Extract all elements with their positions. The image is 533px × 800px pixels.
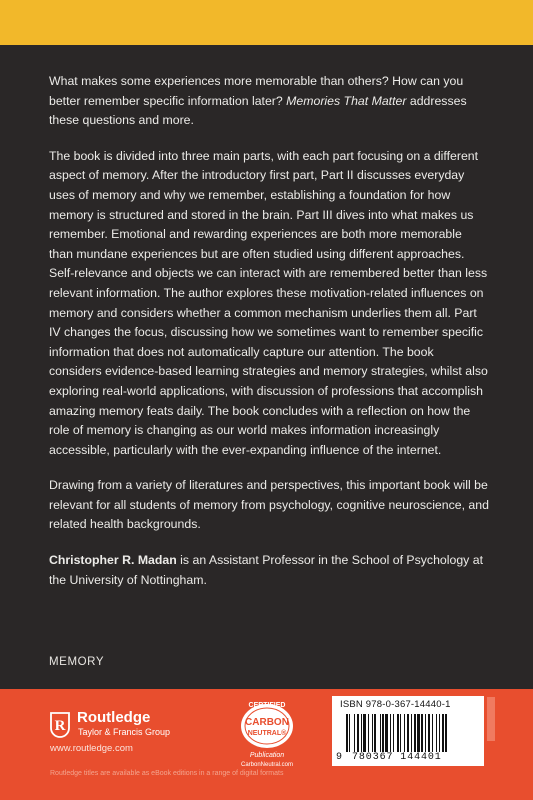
author-bio-text: is an Assistant Professor in the School of Psychology at the University of Nottingham.: [49, 553, 483, 587]
barcode-bar: [363, 714, 366, 752]
barcode-bar: [428, 714, 430, 752]
ebook-note: Routledge titles are available as eBook editions in a range of digital formats: [50, 770, 284, 777]
isbn-barcode: [332, 696, 484, 766]
carbon-neutral-publication: Publication: [249, 752, 285, 759]
barcode-bar: [357, 714, 359, 752]
barcode-bar: [414, 714, 416, 752]
barcode-bar: [400, 714, 401, 752]
barcode-bar: [349, 714, 350, 752]
barcode-bar: [380, 714, 381, 752]
barcode-bar: [372, 714, 373, 752]
barcode-digits: 780367 144401: [352, 752, 442, 763]
svg-text:R: R: [54, 718, 66, 734]
book-title: Memories That Matter: [286, 93, 407, 108]
barcode-bar: [404, 714, 405, 752]
author-bio: [49, 551, 489, 590]
barcode-bar: [442, 714, 444, 752]
svg-text:CERTIFIED: CERTIFIED: [248, 702, 286, 709]
barcode-bar: [361, 714, 362, 752]
barcode-bar: [425, 714, 426, 752]
top-color-band: [0, 0, 533, 45]
barcode-bar: [368, 714, 369, 752]
back-cover-description: [49, 72, 489, 606]
barcode-bar: [397, 714, 399, 752]
barcode-bar: [421, 714, 423, 752]
structure-paragraph: The book is divided into three main parts, with each part focusing on a different aspect of memory. After the introductory first part, Part II discusses everyday uses of memory and why we remember, establishing a foundation for how memory is structured and stored in the brain. Part III dives into what makes us remember. Emotional and rewarding experiences are both more memorable than mundane experiences but are often studied using different approaches. Self-relevance and objects we can interact with are remembered better than less relevant information. The author explores these motivation-related influences on memory and considers whether a common mechanism underlies them all. Part IV changes the focus, discussing how we sometimes want to remember specific information that does not automatically capture our attention. The book considers evidence-based learning strategies and memory strategies, whilst also exploring real-world applications, with discussion of professions that accomplish amazing memory feats daily. The book concludes with a reflection on how the role of memory is changing as our world makes information increasingly accessible, particularly with the ever-expanding influence of the internet.: [49, 148, 488, 457]
barcode-bar: [432, 714, 433, 752]
carbon-neutral-seal-icon: [238, 697, 296, 751]
barcode-bar: [382, 714, 384, 752]
audience-paragraph: Drawing from a variety of literatures and perspectives, this important book will be relevant for all students of memory from psychology, cognitive neuroscience, and related health backgrounds.: [49, 478, 489, 532]
barcode-bar: [346, 714, 348, 752]
publisher-name: Routledge: [77, 709, 151, 726]
isbn-text: ISBN 978-0-367-14440-1: [340, 699, 451, 710]
barcode-bar: [385, 714, 388, 752]
svg-text:NEUTRAL®: NEUTRAL®: [247, 730, 287, 737]
barcode-bar: [354, 714, 355, 752]
author-name: Christopher R. Madan: [49, 553, 177, 568]
subject-category: MEMORY: [49, 656, 105, 668]
publisher-url[interactable]: www.routledge.com: [50, 743, 133, 754]
barcode-bar: [411, 714, 412, 752]
barcode-bar: [407, 714, 409, 752]
barcode-bar: [393, 714, 394, 752]
barcode-bar: [445, 714, 447, 752]
barcode-bar: [390, 714, 391, 752]
intro-paragraph: [49, 72, 489, 131]
publisher-group: Taylor & Francis Group: [78, 727, 171, 737]
barcode-bar: [436, 714, 437, 752]
svg-text:CARBON: CARBON: [245, 717, 289, 728]
barcode-first-digit: 9: [336, 752, 343, 763]
barcode-addon-strip: [487, 697, 495, 741]
carbon-neutral-url: CarbonNeutral.com: [240, 762, 294, 768]
intro-text: What makes some experiences more memorable than others? How can you better remember specific information later?: [49, 74, 464, 108]
barcode-bar: [439, 714, 440, 752]
barcode-bar: [417, 714, 420, 752]
barcode-bars: [346, 714, 478, 752]
intro-text-end: addresses these questions and more.: [49, 93, 467, 128]
barcode-bar: [374, 714, 376, 752]
routledge-r-logo-icon: [50, 712, 70, 738]
